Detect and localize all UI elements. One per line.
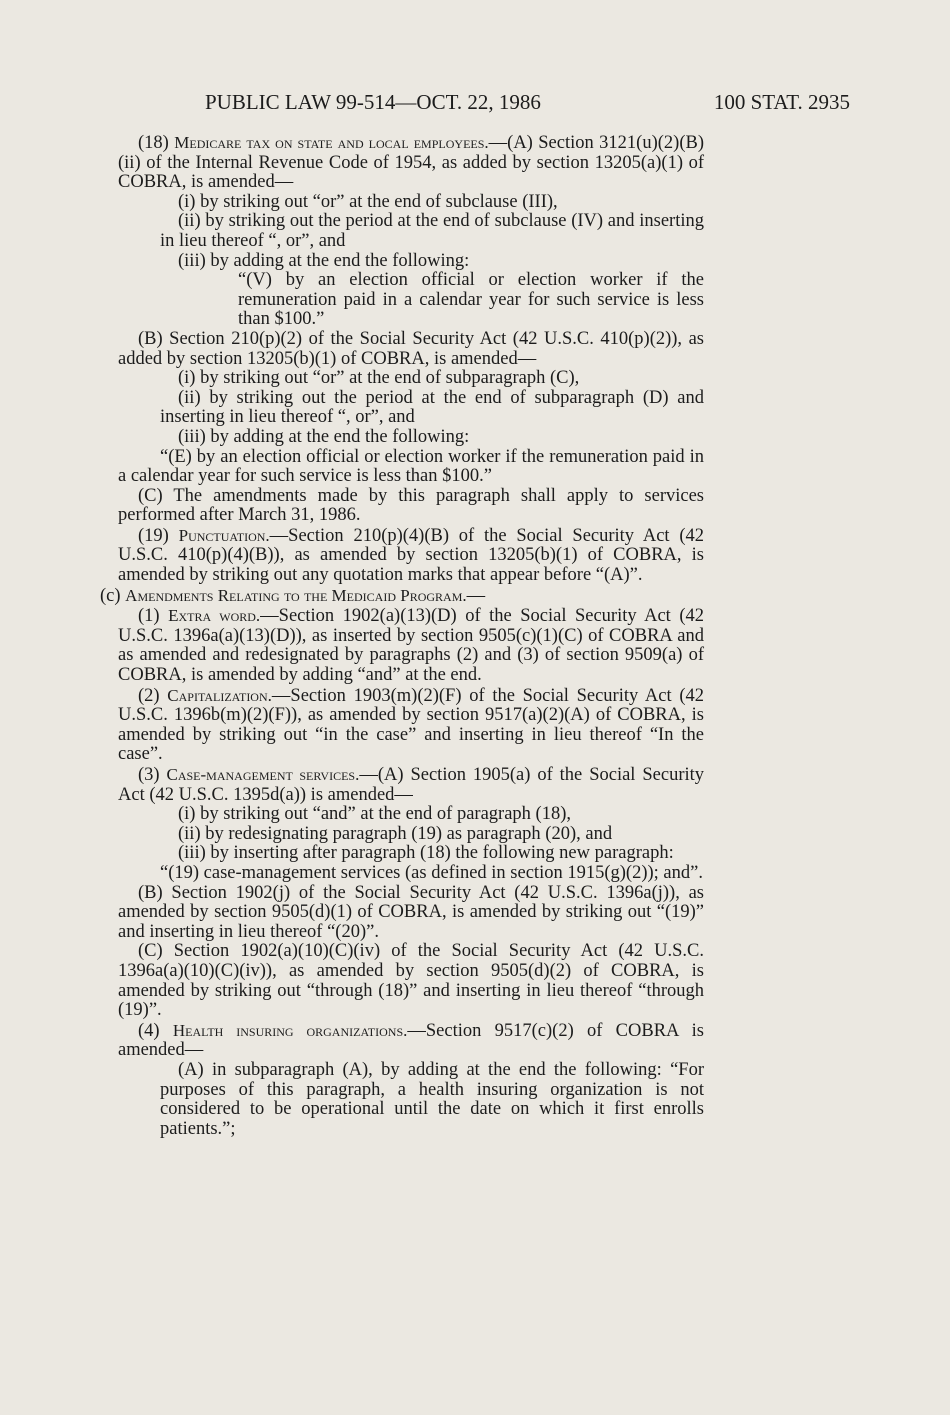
clause-i: (i) by striking out “or” at the end of subclause (III), xyxy=(178,191,558,212)
clause-i: (i) by striking out “and” at the end of paragraph (18), xyxy=(178,804,571,825)
subsection-c: (c) Amendments Relating to the Medicaid Program.— xyxy=(100,585,486,606)
clause-i: (i) by striking out “or” at the end of subparagraph (C), xyxy=(178,368,580,389)
subparagraph-18b: (B) Section 210(p)(2) of the Social Security Act (42 U.S.C. 410(p)(2)), as added by section 13205(b)(1) of COBRA, is amended— xyxy=(118,328,704,369)
quoted-subparagraph-e: “(E) by an election official or election worker if the remuneration paid in a calendar year for such service is less than $100.” xyxy=(118,446,704,487)
public-law-citation: PUBLIC LAW 99-514—OCT. 22, 1986 xyxy=(205,90,541,114)
subsection-heading: Amendments Relating to the Medicaid Program. xyxy=(125,585,467,605)
paragraph-4: (4) Health insuring organizations.—Section 9517(c)(2) of COBRA is amended— xyxy=(118,1020,704,1061)
paragraph-heading: Case-management services. xyxy=(166,765,360,784)
subparagraph-3b: (B) Section 1902(j) of the Social Security Act (42 U.S.C. 1396a(j)), as amended by section 9505(d)(1) of COBRA, is amended by striking out “(19)” and inserting in lieu thereof “(20)”. xyxy=(118,882,704,942)
subparagraph-4a: (A) in subparagraph (A), by adding at the end the following: “For purposes of this paragraph, a health insuring organization is not considered to be operational until the date on which it first enrolls patients.”; xyxy=(160,1059,704,1139)
paragraph-1: (1) Extra word.—Section 1902(a)(13)(D) of the Social Security Act (42 U.S.C. 1396a(a)(13)(D)), as inserted by section 9505(c)(1)(C) of COBRA and as amended and redesignated by paragraphs (2) and (3) of section 9509(a) of COBRA, is amended by adding “and” at the end. xyxy=(118,606,704,686)
subparagraph-18c: (C) The amendments made by this paragraph shall apply to services performed after March 31, 1986. xyxy=(118,485,704,526)
statute-page-number: 100 STAT. 2935 xyxy=(713,90,850,114)
clause-ii: (ii) by striking out the period at the end of subparagraph (D) and inserting in lieu thereof “, or”, and xyxy=(160,387,704,428)
clause-iii: (iii) by adding at the end the following: xyxy=(178,426,470,447)
paragraph-heading: Extra word. xyxy=(168,606,261,626)
clause-ii: (ii) by redesignating paragraph (19) as paragraph (20), and xyxy=(178,823,613,844)
subparagraph-3c: (C) Section 1902(a)(10)(C)(iv) of the Social Security Act (42 U.S.C. 1396a(a)(10)(C)(iv)), as amended by section 9505(d)(2) of COBRA, is amended by striking out “through (18)” and inserting in lieu thereof “through (19)”. xyxy=(118,941,704,1021)
paragraph-heading: Punctuation. xyxy=(178,525,270,545)
paragraph-3: (3) Case-management services.—(A) Section 1905(a) of the Social Security Act (42 U.S.C. 1395d(a)) is amended— xyxy=(118,765,705,805)
paragraph-19: (19) Punctuation.—Section 210(p)(4)(B) of the Social Security Act (42 U.S.C. 410(p)(4)(B)), as amended by section 13205(b)(1) of COBRA, is amended by striking out any quotation marks that appear before “(A)”. xyxy=(118,525,704,586)
quoted-paragraph-19: “(19) case-management services (as defined in section 1915(g)(2)); and”. xyxy=(160,862,703,883)
page-header xyxy=(205,90,850,120)
clause-iii: (iii) by inserting after paragraph (18) the following new paragraph: xyxy=(178,843,674,864)
clause-ii: (ii) by striking out the period at the end of subclause (IV) and inserting in lieu thereof “, or”, and xyxy=(160,211,704,251)
paragraph-heading: Health insuring organizations. xyxy=(172,1020,408,1040)
quoted-subclause-v: “(V) by an election official or election worker if the remuneration paid in a calendar year for such service is less than $100.” xyxy=(238,270,704,330)
paragraph-2: (2) Capitalization.—Section 1903(m)(2)(F) of the Social Security Act (42 U.S.C. 1396b(m)(2)(F)), as amended by section 9517(a)(2)(A) of COBRA, is amended by striking out “in the case” and inserting in lieu thereof “In the case”. xyxy=(118,685,704,765)
paragraph-heading: Capitalization. xyxy=(167,685,272,705)
paragraph-heading: Medicare tax on state and local employees. xyxy=(174,133,489,152)
clause-iii: (iii) by adding at the end the following: xyxy=(178,250,470,271)
statute-text xyxy=(100,133,705,1139)
paragraph-18a: (18) Medicare tax on state and local employees.—(A) Section 3121(u)(2)(B)(ii) of the Internal Revenue Code of 1954, as added by section 13205(a)(1) of COBRA, is amended— xyxy=(118,133,704,193)
